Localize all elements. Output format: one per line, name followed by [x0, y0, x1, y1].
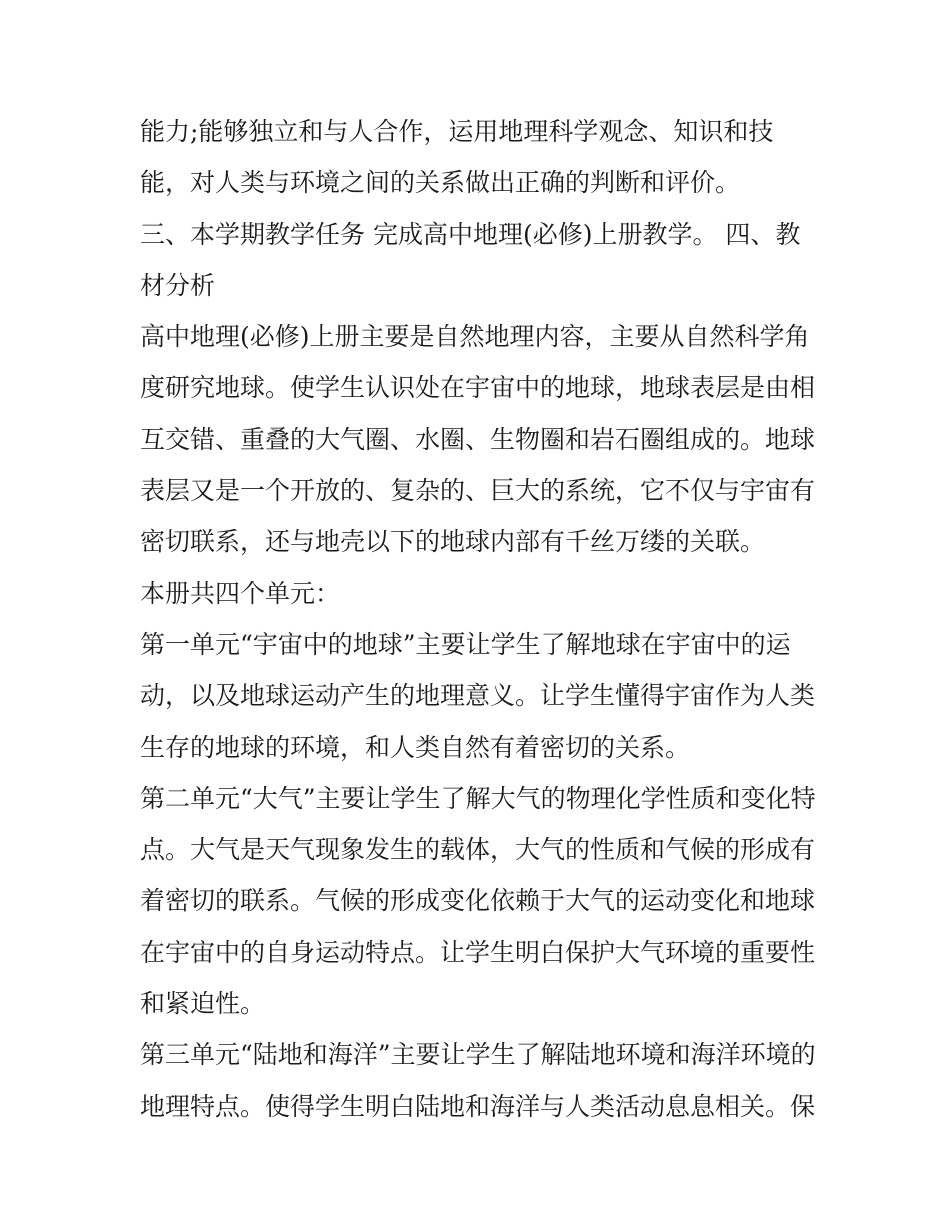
text-line: 生存的地球的环境，和人类自然有着密切的关系。	[140, 732, 691, 762]
text-line: 和紧迫性。	[140, 989, 266, 1019]
text-line: 能，对人类与环境之间的关系做出正确的判断和评价。	[140, 168, 741, 198]
text-line: 点。大气是天气现象发生的载体，大气的性质和气候的形成有	[140, 835, 816, 865]
text-line: 密切联系，还与地壳以下的地球内部有千丝万缕的关联。	[140, 527, 766, 557]
text-line: 度研究地球。使学生认识处在宇宙中的地球，地球表层是由相	[140, 373, 816, 403]
text-line: 材分析	[140, 270, 216, 300]
document-body	[140, 106, 820, 1132]
text-line: 地理特点。使得学生明白陆地和海洋与人类活动息息相关。保	[140, 1091, 816, 1121]
text-line: 三、本学期教学任务 完成高中地理(必修)上册教学。 四、教	[140, 219, 801, 249]
text-line: 动，以及地球运动产生的地理意义。让学生懂得宇宙作为人类	[140, 681, 816, 711]
text-line: 表层又是一个开放的、复杂的、巨大的系统，它不仅与宇宙有	[140, 476, 816, 506]
text-line: 第一单元“宇宙中的地球”主要让学生了解地球在宇宙中的运	[140, 629, 791, 659]
text-line: 第二单元“大气”主要让学生了解大气的物理化学性质和变化特	[140, 783, 816, 813]
text-line: 互交错、重叠的大气圈、水圈、生物圈和岩石圈组成的。地球	[140, 424, 816, 454]
text-line: 高中地理(必修)上册主要是自然地理内容，主要从自然科学角	[140, 322, 810, 352]
text-line: 在宇宙中的自身运动特点。让学生明白保护大气环境的重要性	[140, 937, 816, 967]
text-line: 本册共四个单元：	[140, 578, 341, 608]
text-line: 着密切的联系。气候的形成变化依赖于大气的运动变化和地球	[140, 886, 816, 916]
text-line: 能力;能够独立和与人合作，运用地理科学观念、知识和技	[140, 117, 774, 146]
text-line: 第三单元“陆地和海洋”主要让学生了解陆地环境和海洋环境的	[140, 1040, 816, 1070]
